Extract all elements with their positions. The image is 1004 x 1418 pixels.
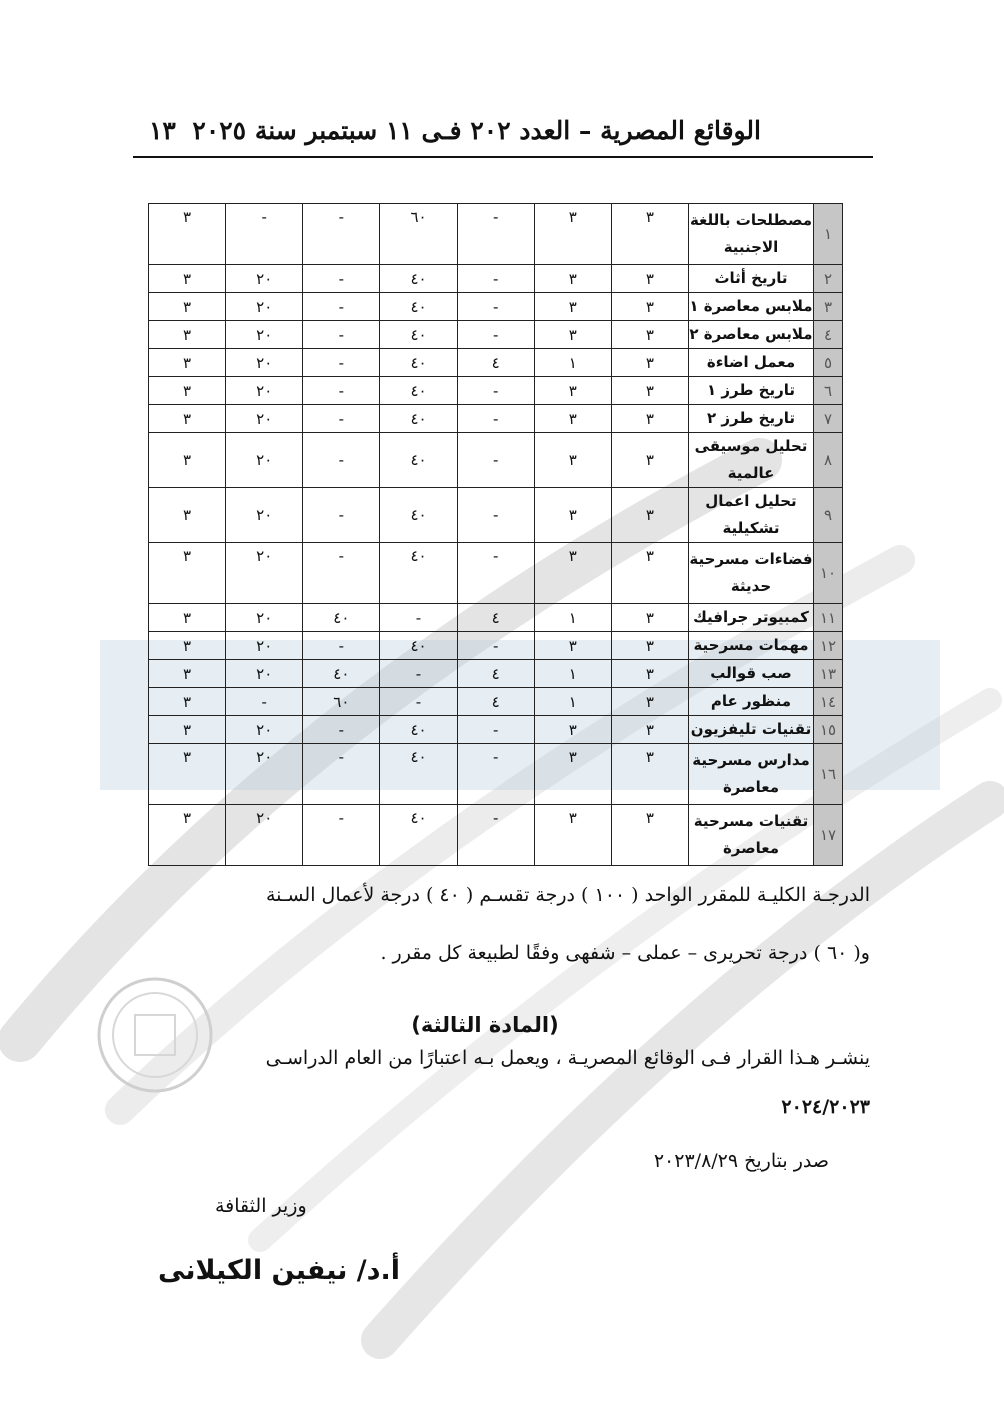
cell-exam-hours: ٣	[149, 604, 226, 632]
cell-practical-hours: -	[457, 204, 534, 265]
cell-year-work: ٢٠	[226, 488, 303, 543]
cell-year-work: ٢٠	[226, 349, 303, 377]
academic-year: ٢٠٢٤/٢٠٢٣	[781, 1096, 870, 1118]
cell-credit-hours: ٣	[611, 805, 688, 866]
cell-written-exam: ٤٠	[380, 377, 457, 405]
cell-practical-hours: ٤	[457, 660, 534, 688]
cell-practical-exam: ٤٠	[303, 660, 380, 688]
cell-practical-hours: -	[457, 265, 534, 293]
cell-credit-hours: ٣	[611, 632, 688, 660]
cell-year-work: ٢٠	[226, 377, 303, 405]
cell-year-work: ٢٠	[226, 265, 303, 293]
course-name: تاريخ طرز ١	[689, 377, 814, 405]
cell-practical-hours: -	[457, 632, 534, 660]
issue-date: صدر بتاريخ ٢٠٢٣/٨/٢٩	[653, 1150, 829, 1172]
table-row	[149, 632, 843, 660]
cell-exam-hours: ٣	[149, 377, 226, 405]
cell-written-exam: ٤٠	[380, 321, 457, 349]
cell-practical-hours: -	[457, 377, 534, 405]
row-index: ٧	[814, 405, 843, 433]
cell-practical-exam: -	[303, 488, 380, 543]
row-index: ١٣	[814, 660, 843, 688]
course-name: تحليل اعمال تشكيلية	[689, 488, 814, 543]
cell-theory-hours: ٣	[534, 716, 611, 744]
cell-year-work: ٢٠	[226, 604, 303, 632]
table-row	[149, 433, 843, 488]
row-index: ٨	[814, 433, 843, 488]
cell-practical-exam: -	[303, 744, 380, 805]
cell-exam-hours: ٣	[149, 805, 226, 866]
cell-credit-hours: ٣	[611, 744, 688, 805]
table-row	[149, 265, 843, 293]
page-number: ١٣	[149, 116, 176, 145]
course-name: معمل اضاءة	[689, 349, 814, 377]
course-name: منظور عام	[689, 688, 814, 716]
cell-theory-hours: ٣	[534, 204, 611, 265]
cell-theory-hours: ٣	[534, 744, 611, 805]
cell-written-exam: -	[380, 604, 457, 632]
minister-signature: أ.د/ نيفين الكيلانى	[158, 1255, 401, 1286]
cell-practical-exam: -	[303, 632, 380, 660]
cell-year-work: ٢٠	[226, 543, 303, 604]
publication-paragraph: ينشـر هـذا القرار فـى الوقائع المصريـة ، ويعمل بـه اعتبارًا من العام الدراسـى	[265, 1047, 870, 1069]
cell-year-work: ٢٠	[226, 433, 303, 488]
cell-theory-hours: ٣	[534, 293, 611, 321]
cell-year-work: ٢٠	[226, 805, 303, 866]
cell-practical-exam: -	[303, 321, 380, 349]
cell-theory-hours: ١	[534, 660, 611, 688]
course-name: تحليل موسيقى عالمية	[689, 433, 814, 488]
cell-theory-hours: ١	[534, 688, 611, 716]
cell-practical-hours: ٤	[457, 604, 534, 632]
cell-year-work: -	[226, 204, 303, 265]
cell-theory-hours: ١	[534, 349, 611, 377]
cell-practical-exam: -	[303, 293, 380, 321]
grading-paragraph-line1: الدرجـة الكليـة للمقرر الواحد ( ١٠٠ ) درجة تقسـم ( ٤٠ ) درجة لأعمال السـنة	[266, 884, 870, 906]
cell-exam-hours: ٣	[149, 632, 226, 660]
table-row	[149, 377, 843, 405]
cell-credit-hours: ٣	[611, 433, 688, 488]
cell-practical-exam: ٤٠	[303, 604, 380, 632]
cell-exam-hours: ٣	[149, 716, 226, 744]
row-index: ١٥	[814, 716, 843, 744]
cell-credit-hours: ٣	[611, 377, 688, 405]
cell-practical-hours: -	[457, 488, 534, 543]
cell-year-work: -	[226, 688, 303, 716]
course-name: مهمات مسرحية	[689, 632, 814, 660]
row-index: ٩	[814, 488, 843, 543]
cell-year-work: ٢٠	[226, 716, 303, 744]
cell-exam-hours: ٣	[149, 543, 226, 604]
cell-practical-exam: -	[303, 716, 380, 744]
cell-practical-exam: -	[303, 204, 380, 265]
cell-practical-hours: -	[457, 543, 534, 604]
cell-written-exam: -	[380, 660, 457, 688]
cell-practical-exam: -	[303, 377, 380, 405]
cell-written-exam: ٤٠	[380, 805, 457, 866]
cell-practical-exam: -	[303, 805, 380, 866]
row-index: ١٠	[814, 543, 843, 604]
table-row	[149, 321, 843, 349]
cell-year-work: ٢٠	[226, 321, 303, 349]
cell-practical-hours: -	[457, 805, 534, 866]
cell-exam-hours: ٣	[149, 293, 226, 321]
cell-practical-exam: -	[303, 349, 380, 377]
row-index: ١١	[814, 604, 843, 632]
cell-written-exam: ٤٠	[380, 543, 457, 604]
course-name: مصطلحات باللغة الاجنبية	[689, 204, 814, 265]
table-row	[149, 349, 843, 377]
row-index: ٣	[814, 293, 843, 321]
cell-credit-hours: ٣	[611, 321, 688, 349]
course-name: تقنيات تليفزيون	[689, 716, 814, 744]
cell-practical-hours: -	[457, 405, 534, 433]
course-name: ملابس معاصرة ١	[689, 293, 814, 321]
cell-exam-hours: ٣	[149, 660, 226, 688]
cell-credit-hours: ٣	[611, 204, 688, 265]
table-row	[149, 543, 843, 604]
table-row	[149, 716, 843, 744]
cell-theory-hours: ٣	[534, 321, 611, 349]
cell-exam-hours: ٣	[149, 488, 226, 543]
course-name: تاريخ طرز ٢	[689, 405, 814, 433]
courses-table	[148, 203, 843, 866]
cell-exam-hours: ٣	[149, 204, 226, 265]
course-name: مدارس مسرحية معاصرة	[689, 744, 814, 805]
course-name: ملابس معاصرة ٢	[689, 321, 814, 349]
cell-exam-hours: ٣	[149, 744, 226, 805]
cell-theory-hours: ٣	[534, 805, 611, 866]
row-index: ١	[814, 204, 843, 265]
cell-practical-exam: -	[303, 433, 380, 488]
cell-year-work: ٢٠	[226, 632, 303, 660]
cell-year-work: ٢٠	[226, 744, 303, 805]
cell-credit-hours: ٣	[611, 716, 688, 744]
cell-credit-hours: ٣	[611, 688, 688, 716]
gazette-title: الوقائع المصرية – العدد ٢٠٢ فـى ١١ سبتمبر سنة ٢٠٢٥	[192, 116, 761, 145]
row-index: ٥	[814, 349, 843, 377]
cell-year-work: ٢٠	[226, 293, 303, 321]
cell-practical-hours: -	[457, 716, 534, 744]
cell-theory-hours: ٣	[534, 377, 611, 405]
cell-exam-hours: ٣	[149, 688, 226, 716]
cell-year-work: ٢٠	[226, 660, 303, 688]
cell-credit-hours: ٣	[611, 265, 688, 293]
cell-practical-exam: -	[303, 543, 380, 604]
table-row	[149, 604, 843, 632]
cell-written-exam: ٤٠	[380, 744, 457, 805]
table-row	[149, 293, 843, 321]
cell-credit-hours: ٣	[611, 405, 688, 433]
row-index: ٤	[814, 321, 843, 349]
article-title: (المادة الثالثة)	[411, 1013, 559, 1037]
cell-practical-hours: ٤	[457, 349, 534, 377]
cell-written-exam: ٤٠	[380, 632, 457, 660]
cell-theory-hours: ٣	[534, 543, 611, 604]
cell-written-exam: ٤٠	[380, 405, 457, 433]
cell-exam-hours: ٣	[149, 405, 226, 433]
cell-credit-hours: ٣	[611, 349, 688, 377]
cell-credit-hours: ٣	[611, 543, 688, 604]
cell-written-exam: ٤٠	[380, 349, 457, 377]
cell-credit-hours: ٣	[611, 293, 688, 321]
grading-paragraph-line2: و( ٦٠ ) درجة تحريرى – عملى – شفهى وفقًا لطبيعة كل مقرر .	[380, 942, 870, 964]
cell-theory-hours: ٣	[534, 433, 611, 488]
cell-credit-hours: ٣	[611, 488, 688, 543]
row-index: ١٦	[814, 744, 843, 805]
cell-practical-hours: -	[457, 321, 534, 349]
minister-title: وزير الثقافة	[215, 1195, 307, 1217]
cell-theory-hours: ١	[534, 604, 611, 632]
cell-year-work: ٢٠	[226, 405, 303, 433]
cell-exam-hours: ٣	[149, 349, 226, 377]
cell-practical-hours: -	[457, 433, 534, 488]
cell-practical-hours: -	[457, 293, 534, 321]
table-row	[149, 405, 843, 433]
cell-practical-exam: ٦٠	[303, 688, 380, 716]
table-row	[149, 204, 843, 265]
cell-theory-hours: ٣	[534, 632, 611, 660]
row-index: ١٧	[814, 805, 843, 866]
cell-practical-exam: -	[303, 405, 380, 433]
table-row	[149, 688, 843, 716]
seal-watermark-icon	[95, 975, 215, 1095]
cell-written-exam: ٦٠	[380, 204, 457, 265]
course-name: كمبيوتر جرافيك	[689, 604, 814, 632]
course-name: تقنيات مسرحية معاصرة	[689, 805, 814, 866]
course-name: صب قوالب	[689, 660, 814, 688]
row-index: ٢	[814, 265, 843, 293]
row-index: ١٢	[814, 632, 843, 660]
course-name: فضاءات مسرحية حديثة	[689, 543, 814, 604]
cell-practical-hours: ٤	[457, 688, 534, 716]
cell-credit-hours: ٣	[611, 660, 688, 688]
cell-written-exam: ٤٠	[380, 716, 457, 744]
page-header	[133, 112, 873, 158]
cell-written-exam: ٤٠	[380, 293, 457, 321]
cell-practical-exam: -	[303, 265, 380, 293]
cell-theory-hours: ٣	[534, 405, 611, 433]
table-row	[149, 744, 843, 805]
cell-exam-hours: ٣	[149, 433, 226, 488]
cell-written-exam: ٤٠	[380, 433, 457, 488]
table-row	[149, 805, 843, 866]
cell-theory-hours: ٣	[534, 265, 611, 293]
cell-practical-hours: -	[457, 744, 534, 805]
cell-exam-hours: ٣	[149, 265, 226, 293]
table-row	[149, 488, 843, 543]
cell-exam-hours: ٣	[149, 321, 226, 349]
cell-credit-hours: ٣	[611, 604, 688, 632]
cell-written-exam: ٤٠	[380, 488, 457, 543]
row-index: ٦	[814, 377, 843, 405]
cell-written-exam: ٤٠	[380, 265, 457, 293]
cell-written-exam: -	[380, 688, 457, 716]
cell-theory-hours: ٣	[534, 488, 611, 543]
table-row	[149, 660, 843, 688]
row-index: ١٤	[814, 688, 843, 716]
course-name: تاريخ أثاث	[689, 265, 814, 293]
